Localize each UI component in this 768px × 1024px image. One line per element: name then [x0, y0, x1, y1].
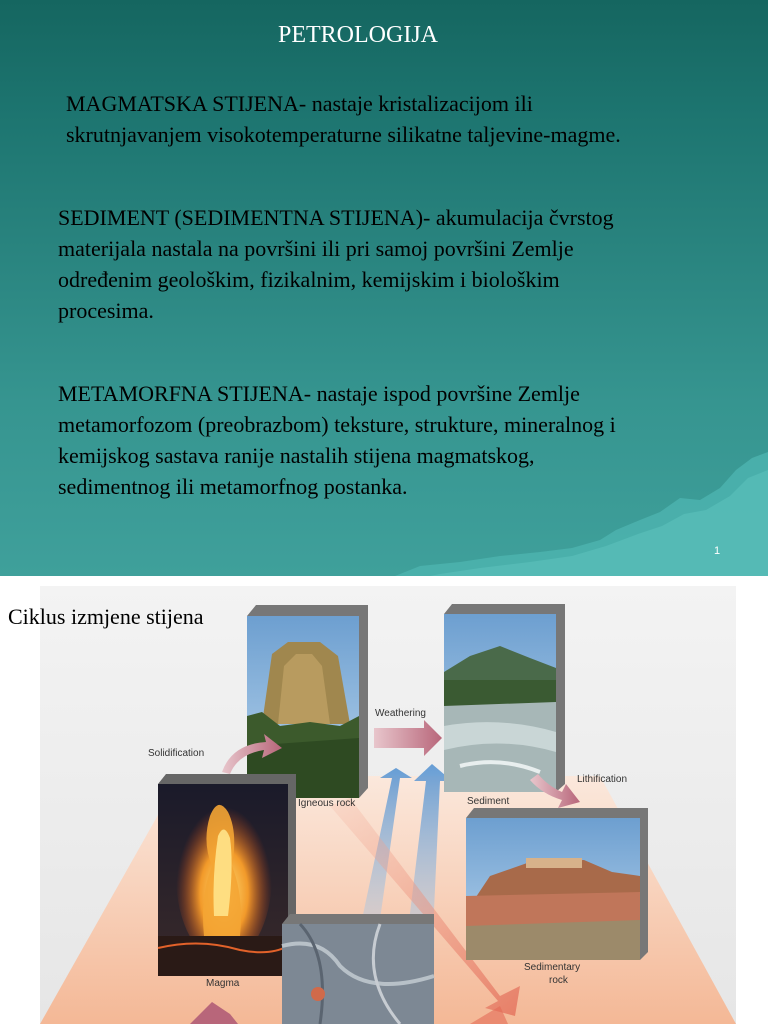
label-solidification: Solidification — [148, 748, 205, 759]
sediment-photo — [444, 604, 565, 792]
igneous-rock-photo — [247, 605, 368, 798]
metamorfna-text-line3: kemijskog sastava ranije nastalih stijena magmatskog, — [58, 443, 535, 468]
label-igneous-rock: Igneous rock — [298, 798, 356, 809]
sediment-text-line3: određenim geološkim, fizikalnim, kemijskim i biološkim — [58, 267, 560, 292]
label-magma: Magma — [206, 978, 240, 989]
label-sediment: Sediment — [467, 796, 510, 807]
page-number: 1 — [714, 545, 721, 557]
sediment-text-line4: procesima. — [58, 298, 154, 323]
metamorfna-term: METAMORFNA STIJENA- — [58, 381, 312, 406]
rock-cycle-title: Ciklus izmjene stijena — [8, 604, 204, 629]
slide-rock-cycle — [0, 576, 768, 1024]
rock-cycle-diagram — [0, 576, 768, 1024]
magmatska-text-line2: skrutnjavanjem visokotemperaturne silikatne taljevine-magme. — [66, 122, 621, 147]
magmatska-text-line1: nastaje kristalizacijom ili — [311, 91, 533, 116]
label-rock: rock — [549, 975, 568, 986]
magmatska-definition — [66, 88, 621, 150]
metamorphic-rock-photo — [282, 914, 434, 1024]
metamorfna-text-line1: nastaje ispod površine Zemlje — [316, 381, 580, 406]
sediment-text-line1: akumulacija čvrstog — [435, 205, 614, 230]
metamorfna-definition — [58, 378, 616, 502]
slide-title: PETROLOGIJA — [278, 22, 438, 48]
metamorfna-text-line4: sedimentnog ili metamorfnog postanka. — [58, 474, 408, 499]
label-lithification: Lithification — [577, 774, 628, 785]
sediment-definition — [58, 202, 614, 326]
label-sedimentary: Sedimentary — [524, 962, 581, 973]
magma-photo — [158, 774, 296, 976]
sediment-text-line2: materijala nastala na površini ili pri samoj površini Zemlje — [58, 236, 574, 261]
sediment-term: SEDIMENT (SEDIMENTNA STIJENA)- — [58, 205, 431, 230]
sedimentary-rock-photo — [466, 808, 648, 960]
magmatska-term: MAGMATSKA STIJENA- — [66, 91, 307, 116]
label-weathering: Weathering — [375, 708, 426, 719]
metamorfna-text-line2: metamorfozom (preobrazbom) teksture, strukture, mineralnog i — [58, 412, 616, 437]
